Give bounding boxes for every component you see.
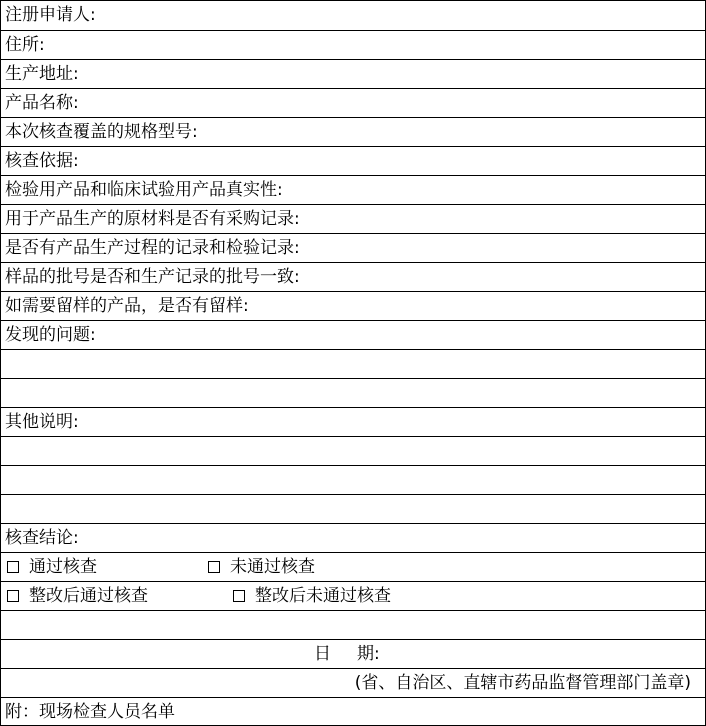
row-notes-blank-1[interactable]: [1, 437, 705, 466]
label-issues-found: 发现的问题:: [5, 325, 96, 345]
row-address: [1, 31, 705, 60]
row-conclusion-options-1: [1, 553, 705, 582]
row-models: [1, 118, 705, 147]
row-conclusion: [1, 524, 705, 553]
checkbox-icon[interactable]: [233, 590, 245, 602]
row-appendix: [1, 698, 705, 725]
option-failed-after-rectification[interactable]: [233, 582, 391, 610]
row-notes-blank-3[interactable]: [1, 495, 705, 524]
label-conclusion: 核查结论:: [5, 528, 79, 548]
option-passed-after-rectification-label: 整改后通过核查: [29, 586, 148, 606]
row-blank-before-date: [1, 611, 705, 640]
label-basis: 核查依据:: [5, 151, 79, 171]
label-address: 住所:: [5, 35, 45, 55]
row-product-name: [1, 89, 705, 118]
label-other-notes: 其他说明:: [5, 412, 79, 432]
option-passed-label: 通过核查: [29, 557, 97, 577]
row-other-notes: [1, 408, 705, 437]
label-applicant: 注册申请人:: [5, 5, 96, 25]
date-label: [314, 640, 380, 668]
checkbox-icon[interactable]: [208, 561, 220, 573]
row-batch-consistency: [1, 263, 705, 292]
row-purchase-records: [1, 205, 705, 234]
row-basis: [1, 147, 705, 176]
row-issues-found: [1, 321, 705, 350]
appendix-note: 附：现场检查人员名单: [5, 702, 175, 722]
date-char-2: 期:: [357, 644, 380, 664]
option-failed[interactable]: [208, 553, 315, 581]
option-failed-label: 未通过核查: [230, 557, 315, 577]
label-production-address: 生产地址:: [5, 64, 79, 84]
row-seal-note: [1, 669, 705, 698]
label-authenticity: 检验用产品和临床试验用产品真实性:: [5, 180, 283, 200]
row-conclusion-options-2: [1, 582, 705, 611]
label-purchase-records: 用于产品生产的原材料是否有采购记录:: [5, 209, 300, 229]
label-retained-samples: 如需要留样的产品，是否有留样:: [5, 296, 249, 316]
row-process-records: [1, 234, 705, 263]
option-passed[interactable]: [7, 553, 97, 581]
option-failed-after-rectification-label: 整改后未通过核查: [255, 586, 391, 606]
row-issues-blank-1[interactable]: [1, 350, 705, 379]
option-passed-after-rectification[interactable]: [7, 582, 148, 610]
row-production-address: [1, 60, 705, 89]
label-process-records: 是否有产品生产过程的记录和检验记录:: [5, 238, 300, 258]
row-applicant: [1, 1, 705, 31]
row-issues-blank-2[interactable]: [1, 379, 705, 408]
date-char-1: 日: [314, 644, 331, 664]
label-models: 本次核查覆盖的规格型号:: [5, 122, 198, 142]
row-date: [1, 640, 705, 669]
checkbox-icon[interactable]: [7, 590, 19, 602]
label-batch-consistency: 样品的批号是否和生产记录的批号一致:: [5, 267, 300, 287]
label-product-name: 产品名称:: [5, 93, 79, 113]
seal-note: (省、自治区、直辖市药品监督管理部门盖章): [354, 673, 691, 693]
row-retained-samples: [1, 292, 705, 321]
checkbox-icon[interactable]: [7, 561, 19, 573]
row-authenticity: [1, 176, 705, 205]
row-notes-blank-2[interactable]: [1, 466, 705, 495]
